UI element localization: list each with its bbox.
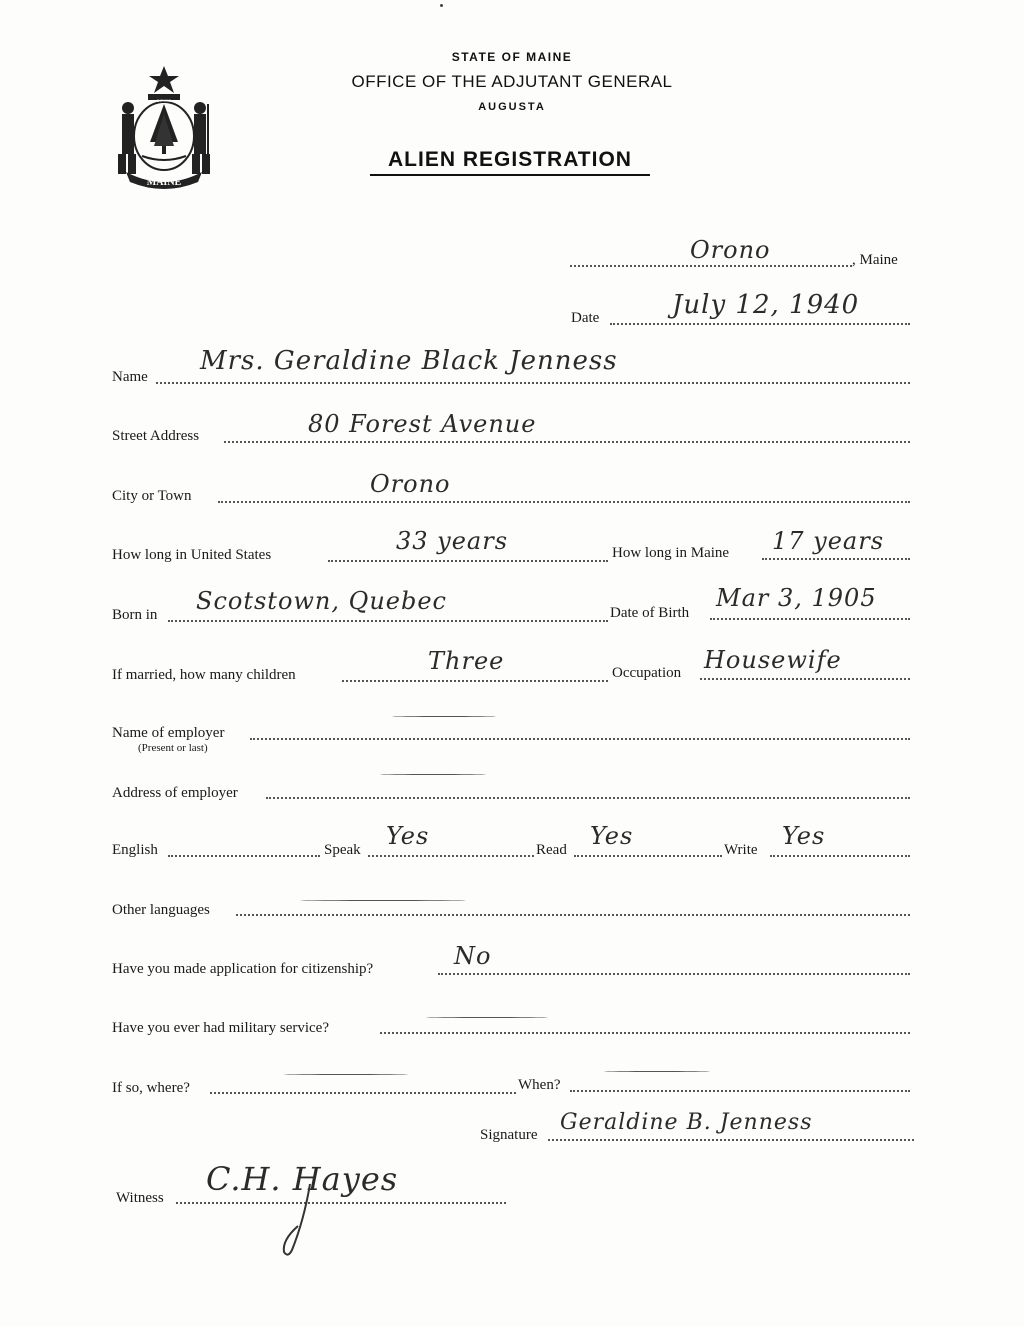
employer-address-line (266, 797, 910, 799)
children-line (342, 680, 608, 682)
occupation-value: Housewife (704, 646, 842, 674)
header-city: AUGUSTA (478, 101, 546, 113)
form-title: ALIEN REGISTRATION (370, 148, 650, 176)
born-in-value: Scotstown, Quebec (196, 587, 447, 615)
speak-line (368, 855, 534, 857)
occupation-line (700, 678, 910, 680)
how-long-maine-line (762, 558, 910, 560)
other-languages-line (236, 914, 910, 916)
other-languages-dash (300, 900, 466, 901)
street-address-value: 80 Forest Avenue (308, 410, 537, 438)
children-label: If married, how many children (112, 667, 296, 683)
citizenship-line (438, 973, 910, 975)
date-line (610, 323, 910, 325)
signature-label: Signature (480, 1127, 538, 1143)
witness-signature-flourish-icon (270, 1180, 330, 1260)
citizenship-value: No (454, 942, 492, 970)
citizenship-label: Have you made application for citizenship? (112, 961, 374, 977)
seal-motto-text: DIRIGO (156, 98, 172, 103)
signature-line (548, 1139, 914, 1141)
when-label: When? (518, 1077, 561, 1093)
employer-address-label: Address of employer (112, 785, 238, 801)
speak-value: Yes (386, 822, 430, 850)
when-line (570, 1090, 910, 1092)
street-address-label: Street Address (112, 428, 200, 444)
military-line (380, 1032, 910, 1034)
street-address-line (224, 441, 910, 443)
employer-address-dash (380, 774, 486, 775)
name-label: Name (112, 369, 148, 385)
header-state: STATE OF MAINE (451, 50, 573, 64)
city-line (218, 501, 910, 503)
date-value: July 12, 1940 (672, 290, 860, 320)
occupation-label: Occupation (612, 665, 682, 681)
english-line (168, 855, 320, 857)
name-line (156, 382, 910, 384)
when-dash (604, 1071, 710, 1072)
header-office: OFFICE OF THE ADJUTANT GENERAL (351, 72, 673, 91)
witness-value: C.H. Hayes (206, 1160, 399, 1198)
born-in-line (168, 620, 608, 622)
if-so-where-line (210, 1092, 516, 1094)
city-label: City or Town (112, 488, 192, 504)
name-value: Mrs. Geraldine Black Jenness (200, 346, 618, 376)
date-of-birth-label: Date of Birth (610, 605, 690, 621)
how-long-maine-label: How long in Maine (612, 545, 730, 561)
seal-banner-text: MAINE (146, 177, 182, 188)
if-so-where-dash (284, 1074, 408, 1075)
date-label: Date (571, 310, 600, 326)
write-label: Write (724, 842, 758, 858)
speak-label: Speak (324, 842, 361, 858)
military-label: Have you ever had military service? (112, 1020, 329, 1036)
write-line (770, 855, 910, 857)
maine-label: , Maine (852, 252, 898, 268)
employer-name-note: (Present or last) (138, 742, 208, 754)
other-languages-label: Other languages (112, 902, 210, 918)
children-value: Three (428, 647, 505, 675)
witness-label: Witness (116, 1190, 164, 1206)
employer-name-line (250, 738, 910, 740)
write-value: Yes (782, 822, 826, 850)
how-long-us-value: 33 years (396, 527, 509, 555)
read-value: Yes (590, 822, 634, 850)
english-label: English (112, 842, 158, 858)
city-value: Orono (370, 470, 451, 498)
how-long-us-line (328, 560, 608, 562)
military-dash (426, 1017, 548, 1018)
employer-name-dash (392, 716, 496, 717)
date-of-birth-line (710, 618, 910, 620)
maine-state-seal-icon (108, 64, 220, 192)
town-line (570, 265, 852, 267)
born-in-label: Born in (112, 607, 158, 623)
date-of-birth-value: Mar 3, 1905 (716, 584, 877, 612)
read-line (574, 855, 722, 857)
town-value: Orono (690, 236, 771, 264)
read-label: Read (536, 842, 567, 858)
witness-line (176, 1202, 506, 1204)
paper-speck (440, 4, 443, 7)
how-long-maine-value: 17 years (772, 527, 885, 555)
if-so-where-label: If so, where? (112, 1080, 190, 1096)
how-long-us-label: How long in United States (112, 547, 272, 563)
signature-value: Geraldine B. Jenness (560, 1110, 813, 1135)
employer-name-label: Name of employer (112, 725, 225, 741)
